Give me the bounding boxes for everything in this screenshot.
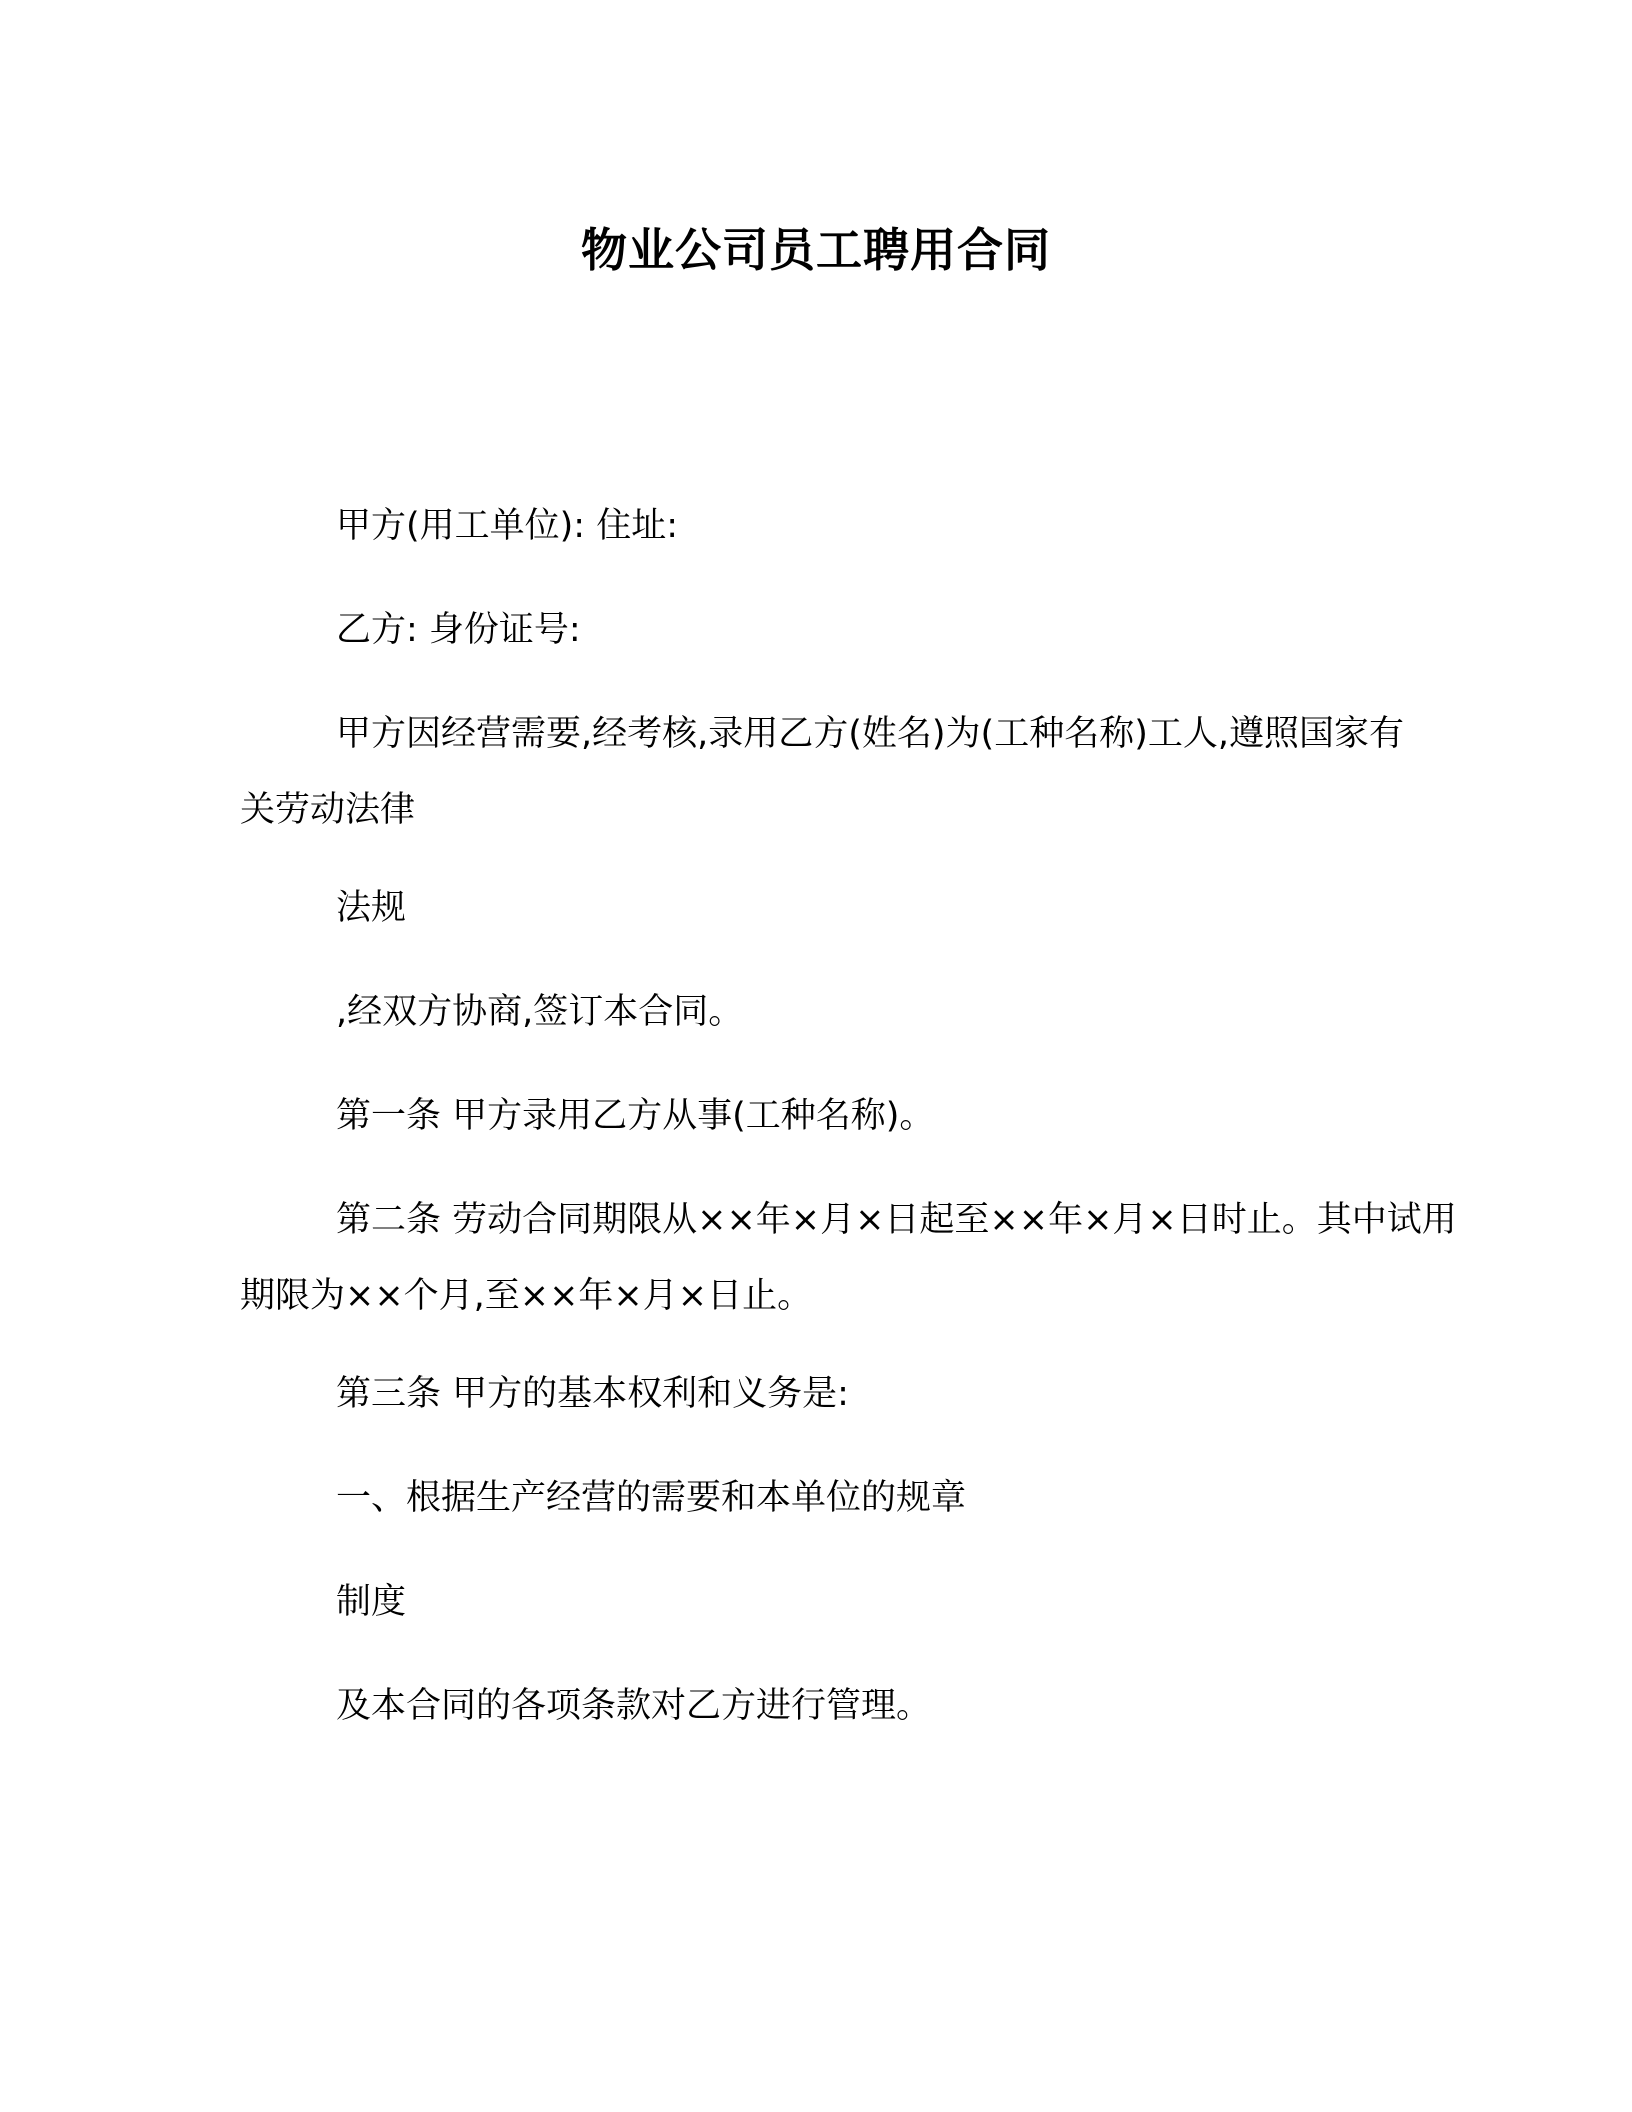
paragraph-party-a: 甲方(用工单位): 住址: bbox=[336, 506, 679, 546]
paragraph-system: 制度 bbox=[336, 1582, 407, 1622]
paragraph-clause-1: 一、根据生产经营的需要和本单位的规章 bbox=[336, 1478, 967, 1518]
paragraph-employment-intro: 甲方因经营需要,经考核,录用乙方(姓名)为(工种名称)工人,遵照国家有关劳动法律 bbox=[240, 714, 1404, 830]
paragraph-article-3: 第三条 甲方的基本权利和义务是: bbox=[336, 1374, 849, 1414]
paragraph-laws: 法规 bbox=[336, 888, 407, 928]
paragraph-agreement: ,经双方协商,签订本合同。 bbox=[336, 992, 744, 1032]
paragraph-article-2: 第二条 劳动合同期限从××年×月×日起至××年×月×日时止。其中试用期限为××个月,至××年×月×日止。 bbox=[240, 1200, 1457, 1316]
paragraph-management: 及本合同的各项条款对乙方进行管理。 bbox=[336, 1686, 932, 1726]
document-title: 物业公司员工聘用合同 bbox=[581, 223, 1051, 277]
paragraph-article-1: 第一条 甲方录用乙方从事(工种名称)。 bbox=[336, 1096, 935, 1136]
paragraph-party-b: 乙方: 身份证号: bbox=[336, 610, 581, 650]
